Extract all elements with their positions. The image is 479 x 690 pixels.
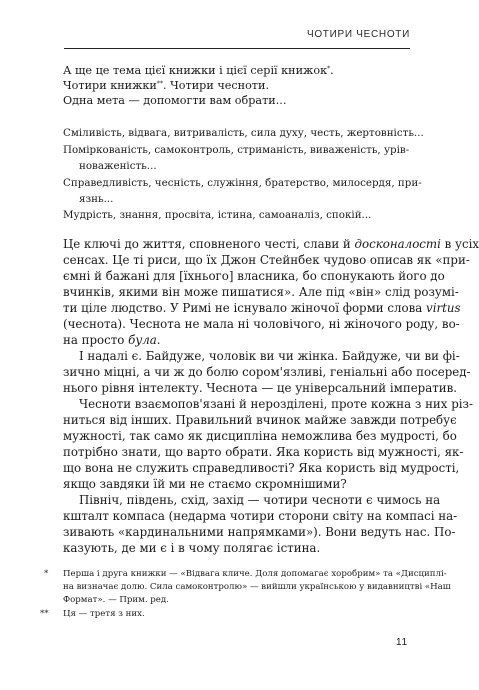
footnote-line: Перша і друга книжки — «Відвага кличе. Доля допомагає хоробрим» та «Дисциплі- bbox=[63, 569, 447, 579]
body-line: ти ціле людство. У Римі не існувало жіночої форми слова virtus bbox=[63, 301, 461, 315]
body-line: зивають «кардинальними напрямками»). Вони ведуть нас. По- bbox=[63, 525, 456, 539]
intro-line-3: Одна мета — допомогти вам обрати... bbox=[63, 94, 287, 107]
body-line: нього рівня інтелекту. Чеснота — це універсальний імператив. bbox=[63, 381, 458, 395]
body-line: вчинків, якими він може пишатися». Але під «він» слід розумі- bbox=[63, 285, 459, 299]
body-line: І надалі є. Байдуже, чоловік ви чи жінка. Байдуже, чи ви фі- bbox=[79, 349, 460, 363]
body-line: казують, де ми є і в чому полягає істина. bbox=[63, 541, 321, 555]
footnote-line: Формат». — Прим. ред. bbox=[63, 595, 169, 605]
body-line: кшталт компаса (недарма чотири сторони світу на компасі на- bbox=[63, 509, 458, 523]
header-rule bbox=[64, 48, 410, 49]
body-line: Це ключі до життя, сповненого честі, слави й досконалості в усіх bbox=[63, 237, 479, 251]
body-line: потрібно знати, що варто обрати. Яка користь від мужності, як- bbox=[63, 445, 464, 459]
body-line: (чеснота). Чеснота не мала ні чоловічого, ні жіночого роду, во- bbox=[63, 317, 460, 331]
virtue-temperance-cont: новаженість... bbox=[79, 160, 157, 172]
body-line: ємні й бажані для [їхнього] власника, бо спонукають його до bbox=[63, 269, 445, 283]
footnote-line: Ця — третя з них. bbox=[63, 609, 145, 619]
body-line: що вона не служить справедливості? Яка користь від мудрості, bbox=[63, 461, 460, 475]
page-number: 11 bbox=[396, 637, 408, 648]
intro-line-1: А ще це тема цієї книжки і цієї серії книжок*. bbox=[63, 64, 334, 77]
virtue-wisdom: Мудрість, знання, просвіта, істина, самоаналіз, спокій... bbox=[63, 209, 372, 221]
body-line: сенсах. Це ті риси, що їх Джон Стейнбек чудово описав як «при- bbox=[63, 253, 470, 267]
footnote-mark: * bbox=[44, 569, 49, 579]
virtue-justice: Справедливість, чесність, служіння, братерство, милосердя, при- bbox=[63, 177, 422, 189]
body-line: якщо завдяки їй ми не стаємо скромнішими? bbox=[63, 477, 347, 491]
intro-line-2: Чотири книжки**. Чотири чесноти. bbox=[63, 79, 270, 92]
virtue-temperance: Поміркованість, самоконтроль, стриманість, виваженість, урів- bbox=[63, 144, 410, 156]
body-line: зично міцні, а чи ж до болю сором'язливі, геніальні або посеред- bbox=[63, 365, 471, 379]
body-line: ниться від інших. Правильний вчинок майже завжди потребує bbox=[63, 413, 457, 427]
body-line: Чесноти взаємопов'язані й нерозділені, проте кожна з них різ- bbox=[79, 397, 473, 411]
virtue-justice-cont: язнь... bbox=[79, 193, 114, 205]
virtue-courage: Сміливість, відвага, витривалість, сила духу, честь, жертовність... bbox=[63, 127, 424, 139]
body-line: на просто була. bbox=[63, 333, 161, 347]
running-header: ЧОТИРИ ЧЕСНОТИ bbox=[306, 29, 410, 40]
footnote-mark: ** bbox=[40, 609, 49, 619]
body-line: мужності, так само як дисципліна неможлива без мудрості, бо bbox=[63, 429, 457, 443]
footnote-line: на визначає долю. Сила самоконтролю» — вийшли українською у видавництві «Наш bbox=[63, 582, 451, 592]
body-line: Північ, південь, схід, захід — чотири чесноти є чимось на bbox=[79, 493, 441, 507]
